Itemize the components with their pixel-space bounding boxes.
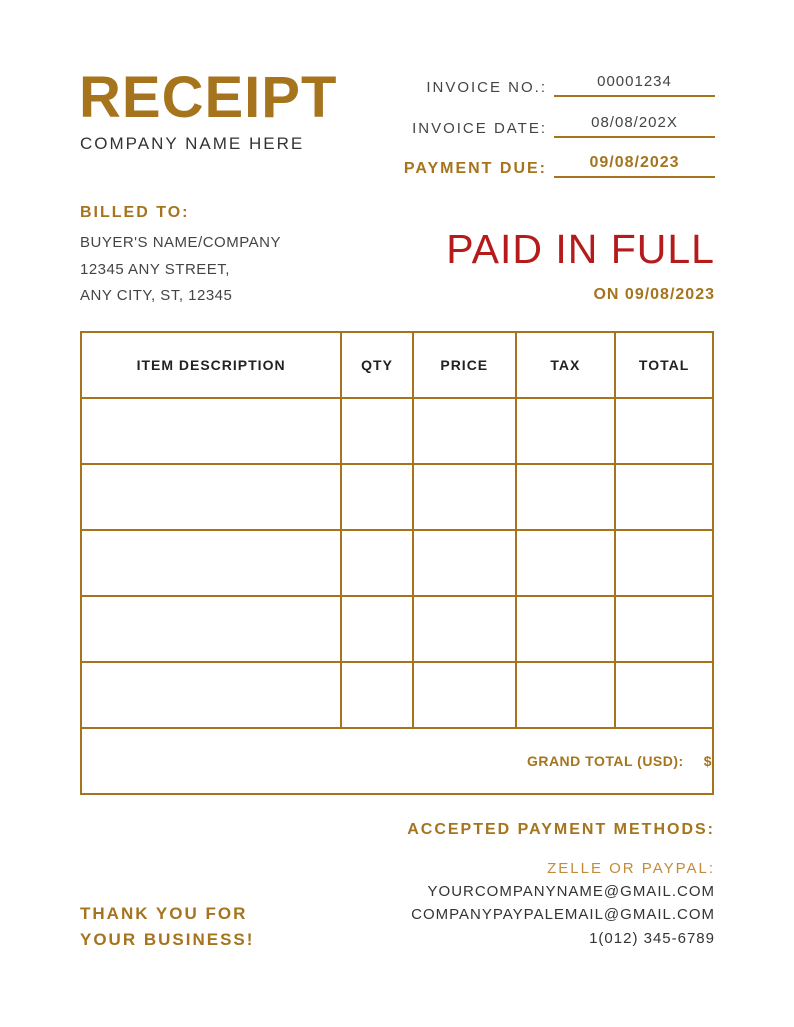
cell-tax	[516, 398, 616, 464]
buyer-city: ANY CITY, ST, 12345	[80, 287, 233, 304]
cell-total	[615, 398, 713, 464]
cell-total	[615, 530, 713, 596]
grand-total-cell	[81, 728, 713, 794]
cell-price	[413, 530, 516, 596]
header-tax: TAX	[516, 332, 616, 398]
cell-total	[615, 662, 713, 728]
payment-due-label: PAYMENT DUE:	[403, 160, 547, 177]
cell-tax	[516, 596, 616, 662]
header-price: PRICE	[413, 332, 516, 398]
cell-tax	[516, 464, 616, 530]
table-row	[81, 398, 713, 464]
invoice-number-row	[385, 73, 715, 103]
cell-qty	[341, 596, 413, 662]
cell-price	[413, 662, 516, 728]
header-item-description: ITEM DESCRIPTION	[81, 332, 341, 398]
cell-description	[81, 398, 341, 464]
buyer-street: 12345 ANY STREET,	[80, 261, 230, 278]
cell-description	[81, 596, 341, 662]
payment-methods-heading: ACCEPTED PAYMENT METHODS:	[407, 821, 715, 838]
header-total: TOTAL	[615, 332, 713, 398]
cell-qty	[341, 530, 413, 596]
invoice-number-value: 00001234	[554, 73, 715, 97]
payment-email-primary: YOURCOMPANYNAME@GMAIL.COM	[427, 883, 715, 900]
grand-total-currency: $	[703, 753, 712, 769]
cell-price	[413, 596, 516, 662]
thank-you-line-1: THANK YOU FOR	[80, 904, 248, 923]
cell-description	[81, 464, 341, 530]
table-row	[81, 596, 713, 662]
thank-you-line-2: YOUR BUSINESS!	[80, 930, 255, 949]
grand-total-row	[81, 728, 713, 794]
cell-description	[81, 530, 341, 596]
table-row	[81, 530, 713, 596]
table-row	[81, 662, 713, 728]
cell-price	[413, 464, 516, 530]
cell-tax	[516, 662, 616, 728]
invoice-date-row	[385, 114, 715, 144]
cell-qty	[341, 662, 413, 728]
cell-total	[615, 464, 713, 530]
company-name: COMPANY NAME HERE	[80, 134, 305, 153]
payment-email-paypal: COMPANYPAYPALEMAIL@GMAIL.COM	[411, 906, 715, 923]
payment-phone: 1(012) 345-6789	[589, 930, 715, 947]
cell-total	[615, 596, 713, 662]
cell-qty	[341, 464, 413, 530]
table-header-row	[81, 332, 713, 398]
payment-methods-list: ZELLE OR PAYPAL:	[547, 860, 715, 877]
cell-qty	[341, 398, 413, 464]
invoice-date-label: INVOICE DATE:	[412, 120, 547, 137]
invoice-number-label: INVOICE NO.:	[426, 79, 547, 96]
buyer-name: BUYER'S NAME/COMPANY	[80, 234, 281, 251]
paid-status: PAID IN FULL	[446, 226, 715, 272]
items-table	[80, 331, 714, 795]
billed-to-heading: BILLED TO:	[80, 204, 190, 221]
grand-total-label: GRAND TOTAL (USD):	[526, 753, 684, 769]
thank-you-note	[80, 901, 254, 953]
payment-due-row	[385, 154, 715, 184]
cell-description	[81, 662, 341, 728]
table-row	[81, 464, 713, 530]
invoice-date-value: 08/08/202X	[554, 114, 715, 138]
receipt-title: RECEIPT	[79, 65, 338, 130]
cell-price	[413, 398, 516, 464]
header-qty: QTY	[341, 332, 413, 398]
payment-due-value: 09/08/2023	[554, 154, 715, 178]
paid-date: ON 09/08/2023	[593, 286, 715, 303]
cell-tax	[516, 530, 616, 596]
